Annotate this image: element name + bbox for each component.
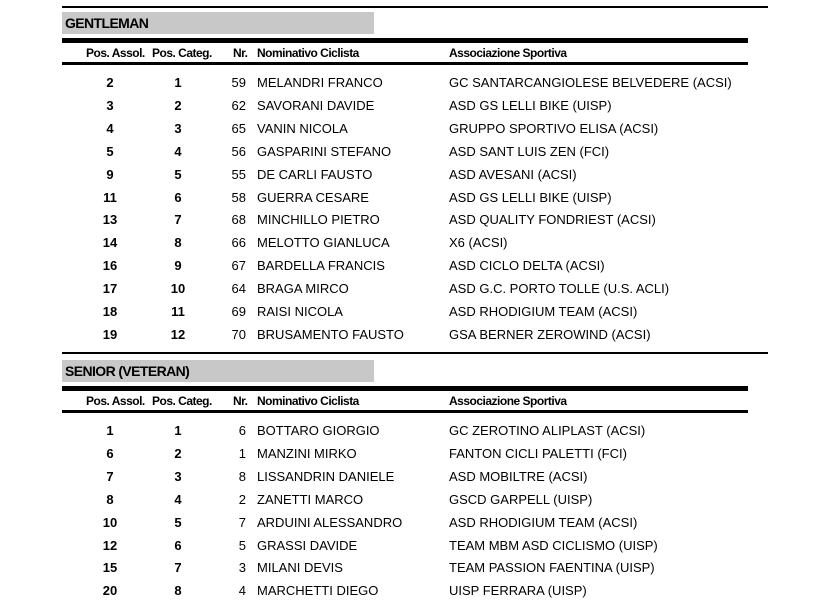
pos-categ-cell: 11 — [171, 304, 185, 319]
table-row — [0, 558, 826, 578]
section-divider — [62, 352, 768, 354]
association-cell: ASD GS LELLI BIKE (UISP) — [449, 98, 612, 113]
pos-categ-cell: 1 — [174, 423, 182, 438]
pos-assol-cell: 4 — [106, 121, 114, 136]
nr-cell: 66 — [231, 235, 246, 250]
nr-cell: 56 — [231, 144, 246, 159]
rider-name-cell: SAVORANI DAVIDE — [257, 98, 375, 113]
table-row — [0, 165, 826, 185]
nr-cell: 7 — [238, 515, 246, 530]
rider-name-cell: VANIN NICOLA — [257, 121, 348, 136]
table-row — [0, 142, 826, 162]
table-row — [0, 73, 826, 93]
nr-cell: 68 — [231, 212, 246, 227]
nr-cell: 8 — [238, 469, 246, 484]
table-row — [0, 210, 826, 230]
table-row — [0, 490, 826, 510]
pos-categ-cell: 2 — [174, 446, 182, 461]
pos-categ-cell: 2 — [174, 98, 182, 113]
rider-name-cell: GUERRA CESARE — [257, 190, 369, 205]
association-cell: ASD AVESANI (ACSI) — [449, 167, 577, 182]
rider-name-cell: MILANI DEVIS — [257, 560, 343, 575]
header-pos-assol: Pos. Assol. — [86, 46, 145, 60]
header-rule-bottom — [62, 62, 748, 65]
table-row — [0, 421, 826, 441]
rider-name-cell: DE CARLI FAUSTO — [257, 167, 373, 182]
pos-categ-cell: 6 — [174, 190, 182, 205]
header-nr: Nr. — [233, 394, 248, 408]
pos-assol-cell: 8 — [106, 492, 114, 507]
rider-name-cell: MELOTTO GIANLUCA — [257, 235, 390, 250]
pos-assol-cell: 9 — [106, 167, 114, 182]
association-cell: UISP FERRARA (UISP) — [449, 583, 587, 598]
table-row — [0, 96, 826, 116]
header-nr: Nr. — [233, 46, 248, 60]
header-pos-categ: Pos. Categ. — [152, 394, 212, 408]
pos-categ-cell: 9 — [174, 258, 182, 273]
table-row — [0, 256, 826, 276]
nr-cell: 58 — [231, 190, 246, 205]
association-cell: X6 (ACSI) — [449, 235, 508, 250]
association-cell: GSCD GARPELL (UISP) — [449, 492, 593, 507]
association-cell: TEAM PASSION FAENTINA (UISP) — [449, 560, 655, 575]
pos-categ-cell: 6 — [174, 538, 182, 553]
pos-categ-cell: 10 — [170, 281, 186, 296]
table-row — [0, 536, 826, 556]
nr-cell: 65 — [231, 121, 246, 136]
pos-categ-cell: 7 — [174, 212, 182, 227]
rider-name-cell: ARDUINI ALESSANDRO — [257, 515, 403, 530]
rider-name-cell: RAISI NICOLA — [257, 304, 343, 319]
table-row — [0, 467, 826, 487]
table-header-gentleman — [0, 45, 826, 61]
table-row — [0, 188, 826, 208]
pos-categ-cell: 3 — [174, 121, 182, 136]
rider-name-cell: LISSANDRIN DANIELE — [257, 469, 395, 484]
pos-assol-cell: 12 — [102, 538, 118, 553]
pos-assol-cell: 20 — [102, 583, 118, 598]
pos-assol-cell: 5 — [106, 144, 114, 159]
nr-cell: 1 — [238, 446, 246, 461]
rider-name-cell: MARCHETTI DIEGO — [257, 583, 379, 598]
pos-assol-cell: 13 — [102, 212, 118, 227]
rider-name-cell: BRAGA MIRCO — [257, 281, 349, 296]
association-cell: GC ZEROTINO ALIPLAST (ACSI) — [449, 423, 646, 438]
section-title-gentleman: GENTLEMAN — [62, 12, 374, 34]
association-cell: ASD SANT LUIS ZEN (FCI) — [449, 144, 610, 159]
association-cell: ASD GS LELLI BIKE (UISP) — [449, 190, 612, 205]
rider-name-cell: GASPARINI STEFANO — [257, 144, 392, 159]
rider-name-cell: BOTTARO GIORGIO — [257, 423, 380, 438]
header-associazione: Associazione Sportiva — [449, 394, 567, 408]
nr-cell: 55 — [231, 167, 246, 182]
header-nominativo: Nominativo Ciclista — [257, 46, 359, 60]
nr-cell: 5 — [238, 538, 246, 553]
pos-assol-cell: 1 — [106, 423, 114, 438]
header-rule-bottom — [62, 410, 748, 413]
association-cell: ASD QUALITY FONDRIEST (ACSI) — [449, 212, 656, 227]
pos-assol-cell: 7 — [106, 469, 114, 484]
pos-assol-cell: 2 — [106, 75, 114, 90]
association-cell: ASD RHODIGIUM TEAM (ACSI) — [449, 515, 638, 530]
table-row — [0, 581, 826, 601]
header-pos-assol: Pos. Assol. — [86, 394, 145, 408]
table-row — [0, 279, 826, 299]
nr-cell: 70 — [231, 327, 246, 342]
pos-assol-cell: 15 — [102, 560, 118, 575]
association-cell: ASD RHODIGIUM TEAM (ACSI) — [449, 304, 638, 319]
rider-name-cell: MELANDRI FRANCO — [257, 75, 383, 90]
section-divider — [62, 6, 768, 8]
association-cell: GSA BERNER ZEROWIND (ACSI) — [449, 327, 651, 342]
pos-assol-cell: 6 — [106, 446, 114, 461]
header-rule-top — [62, 386, 748, 391]
nr-cell: 6 — [238, 423, 246, 438]
header-nominativo: Nominativo Ciclista — [257, 394, 359, 408]
pos-assol-cell: 3 — [106, 98, 114, 113]
nr-cell: 4 — [238, 583, 246, 598]
pos-assol-cell: 10 — [102, 515, 118, 530]
pos-assol-cell: 19 — [102, 327, 118, 342]
association-cell: ASD CICLO DELTA (ACSI) — [449, 258, 605, 273]
pos-assol-cell: 18 — [102, 304, 118, 319]
rider-name-cell: BARDELLA FRANCIS — [257, 258, 385, 273]
rider-name-cell: MINCHILLO PIETRO — [257, 212, 380, 227]
association-cell: GRUPPO SPORTIVO ELISA (ACSI) — [449, 121, 659, 136]
table-row — [0, 302, 826, 322]
header-associazione: Associazione Sportiva — [449, 46, 567, 60]
rider-name-cell: MANZINI MIRKO — [257, 446, 357, 461]
nr-cell: 64 — [231, 281, 246, 296]
association-cell: ASD G.C. PORTO TOLLE (U.S. ACLI) — [449, 281, 670, 296]
rider-name-cell: ZANETTI MARCO — [257, 492, 364, 507]
pos-categ-cell: 4 — [174, 492, 182, 507]
nr-cell: 3 — [238, 560, 246, 575]
pos-assol-cell: 11 — [103, 190, 117, 205]
rider-name-cell: GRASSI DAVIDE — [257, 538, 358, 553]
header-pos-categ: Pos. Categ. — [152, 46, 212, 60]
rider-name-cell: BRUSAMENTO FAUSTO — [257, 327, 404, 342]
table-row — [0, 444, 826, 464]
association-cell: TEAM MBM ASD CICLISMO (UISP) — [449, 538, 658, 553]
nr-cell: 59 — [231, 75, 246, 90]
pos-categ-cell: 7 — [174, 560, 182, 575]
pos-categ-cell: 4 — [174, 144, 182, 159]
pos-assol-cell: 17 — [102, 281, 118, 296]
association-cell: ASD MOBILTRE (ACSI) — [449, 469, 588, 484]
header-rule-top — [62, 38, 748, 43]
nr-cell: 69 — [231, 304, 246, 319]
section-title-senior: SENIOR (VETERAN) — [62, 360, 374, 382]
table-row — [0, 233, 826, 253]
nr-cell: 2 — [238, 492, 246, 507]
pos-categ-cell: 1 — [174, 75, 182, 90]
table-row — [0, 119, 826, 139]
pos-assol-cell: 14 — [102, 235, 118, 250]
pos-categ-cell: 8 — [174, 583, 182, 598]
table-row — [0, 513, 826, 533]
association-cell: GC SANTARCANGIOLESE BELVEDERE (ACSI) — [449, 75, 732, 90]
association-cell: FANTON CICLI PALETTI (FCI) — [449, 446, 627, 461]
nr-cell: 62 — [231, 98, 246, 113]
table-header-senior — [0, 393, 826, 409]
pos-categ-cell: 5 — [174, 515, 182, 530]
pos-categ-cell: 3 — [174, 469, 182, 484]
pos-categ-cell: 12 — [170, 327, 186, 342]
nr-cell: 67 — [231, 258, 246, 273]
pos-assol-cell: 16 — [102, 258, 118, 273]
table-row — [0, 325, 826, 345]
pos-categ-cell: 8 — [174, 235, 182, 250]
pos-categ-cell: 5 — [174, 167, 182, 182]
